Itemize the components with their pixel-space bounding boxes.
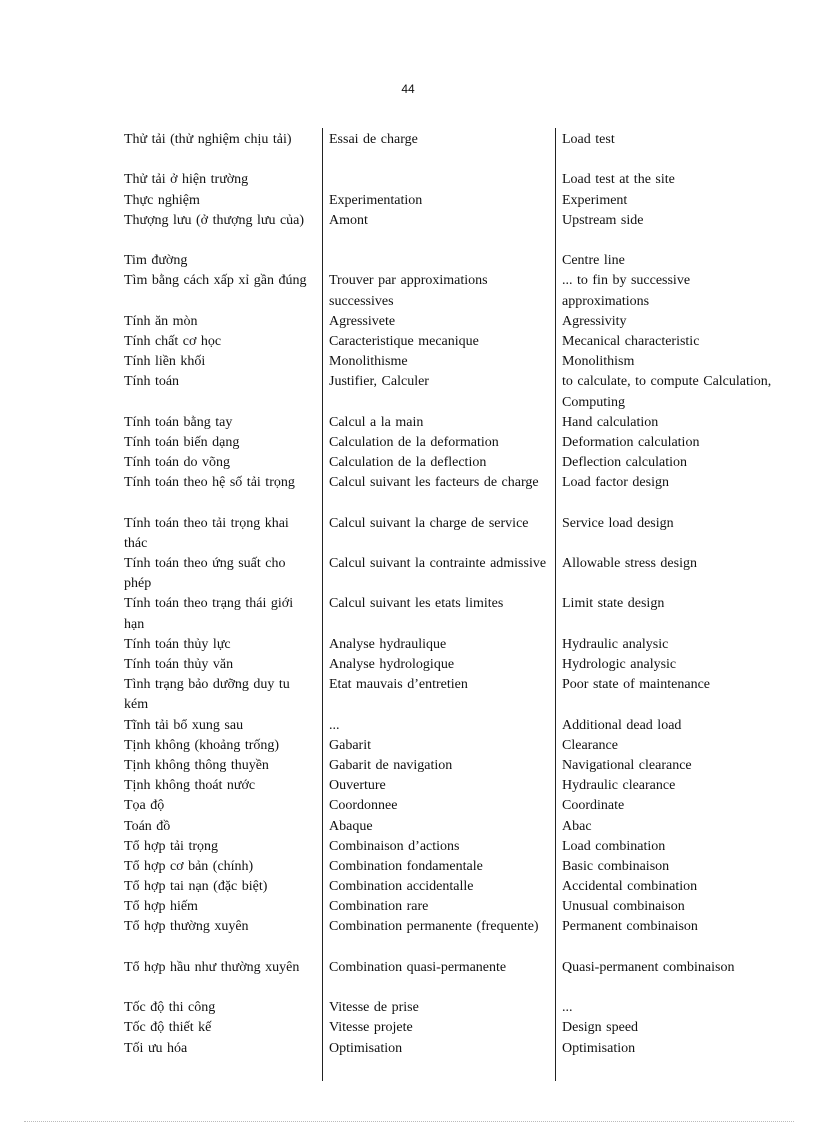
table-row (0, 170, 816, 190)
term-french: Ouverture (329, 778, 386, 794)
term-french: Calcul a la main (329, 414, 424, 430)
term-english: Allowable stress design (562, 556, 697, 572)
term-french: Gabarit (329, 737, 371, 753)
term-english: ... to fin by successive approximations (562, 273, 691, 309)
table-row (0, 655, 816, 675)
term-english: Monolithism (562, 354, 635, 370)
term-vietnamese: Tình trạng bảo dưỡng duy tu kém (124, 677, 290, 713)
term-english: Load factor design (562, 475, 669, 491)
term-english: to calculate, to compute Calculation, Computing (562, 374, 772, 410)
term-vietnamese: Thử tải ở hiện trường (124, 172, 249, 188)
term-french: ... (329, 717, 340, 733)
term-vietnamese: Thượng lưu (ở thượng lưu của) (124, 212, 305, 228)
term-vietnamese: Tim đường (124, 253, 188, 269)
term-french: Combinaison d’actions (329, 838, 460, 854)
term-french: Agressivete (329, 313, 396, 329)
glossary-table (0, 130, 816, 1059)
table-row (0, 716, 816, 736)
term-french: Calcul suivant la contrainte admissive (329, 556, 547, 572)
term-vietnamese: Thực nghiệm (124, 192, 200, 208)
table-row (0, 271, 816, 311)
term-vietnamese: Tính toán thủy lực (124, 636, 231, 652)
table-row (0, 251, 816, 271)
term-french: Monolithisme (329, 354, 408, 370)
table-row (0, 958, 816, 998)
term-vietnamese: Tính chất cơ học (124, 333, 222, 349)
term-english: Upstream side (562, 212, 644, 228)
term-french: Etat mauvais d’entretien (329, 677, 468, 693)
term-french: Combination accidentalle (329, 879, 474, 895)
table-row (0, 1018, 816, 1038)
table-row (0, 796, 816, 816)
term-english: Limit state design (562, 596, 665, 612)
table-row (0, 635, 816, 655)
term-french: Calculation de la deformation (329, 434, 499, 450)
term-english: Load test (562, 132, 615, 147)
term-english: Load test at the site (562, 172, 675, 188)
table-row (0, 1039, 816, 1059)
term-english: Abac (562, 818, 592, 834)
term-french: Analyse hydraulique (329, 636, 447, 652)
term-english: Service load design (562, 515, 674, 531)
term-english: Hand calculation (562, 414, 659, 430)
term-vietnamese: Toán đồ (124, 818, 171, 834)
term-english: Accidental combination (562, 879, 698, 895)
term-vietnamese: Tính toán theo trạng thái giới hạn (124, 596, 294, 632)
term-vietnamese: Tổ hợp tải trọng (124, 838, 218, 854)
table-row (0, 372, 816, 412)
term-vietnamese: Tìm bằng cách xấp xỉ gần đúng (124, 273, 307, 289)
table-row (0, 917, 816, 957)
table-row (0, 433, 816, 453)
term-english: Unusual combinaison (562, 899, 685, 915)
term-french: Calculation de la deflection (329, 455, 487, 471)
term-vietnamese: Tốc độ thi công (124, 1000, 216, 1016)
term-english: Hydraulic clearance (562, 778, 676, 794)
table-row (0, 453, 816, 473)
term-french: Trouver par approximations successives (329, 273, 488, 309)
term-english: Hydrologic analysic (562, 657, 677, 672)
term-english: Clearance (562, 737, 618, 753)
term-vietnamese: Tổ hợp thường xuyên (124, 919, 249, 935)
term-english: Agressivity (562, 313, 627, 329)
term-french: Analyse hydrologique (329, 657, 455, 672)
term-vietnamese: Tính toán theo ứng suất cho phép (124, 556, 286, 592)
table-row (0, 736, 816, 756)
term-english: Optimisation (562, 1040, 636, 1056)
table-row (0, 675, 816, 715)
term-vietnamese: Tổ hợp cơ bản (chính) (124, 858, 254, 874)
table-row (0, 877, 816, 897)
table-row (0, 413, 816, 433)
table-row (0, 776, 816, 796)
term-english: Design speed (562, 1020, 639, 1036)
term-french: Calcul suivant les facteurs de charge (329, 475, 539, 491)
term-english: Basic combinaison (562, 858, 670, 874)
term-vietnamese: Thử tải (thử nghiệm chịu tải) (124, 132, 292, 147)
term-french: Combination quasi-permanente (329, 959, 507, 975)
term-english: Navigational clearance (562, 757, 692, 773)
term-english: Additional dead load (562, 717, 682, 733)
term-english: Deflection calculation (562, 455, 687, 471)
term-french: Gabarit de navigation (329, 757, 453, 773)
table-row (0, 332, 816, 352)
term-vietnamese: Tính ăn mòn (124, 313, 198, 329)
term-french: Combination permanente (frequente) (329, 919, 539, 935)
term-french: Abaque (329, 818, 373, 834)
term-vietnamese: Tổ hợp hầu như thường xuyên (124, 959, 300, 975)
table-row (0, 594, 816, 634)
term-english: Quasi-permanent combinaison (562, 959, 735, 975)
term-vietnamese: Tính toán do võng (124, 455, 231, 471)
page-number: 44 (401, 82, 415, 96)
page-bottom-edge (24, 1121, 794, 1122)
term-vietnamese: Tổ hợp hiếm (124, 899, 198, 915)
table-row (0, 756, 816, 776)
term-vietnamese: Tính toán thủy văn (124, 657, 234, 672)
term-vietnamese: Tính liền khối (124, 354, 206, 370)
term-vietnamese: Tịnh không thoát nước (124, 778, 256, 794)
term-english: Centre line (562, 253, 625, 269)
term-french: Coordonnee (329, 798, 398, 814)
table-row (0, 130, 816, 170)
term-english: Deformation calculation (562, 434, 700, 450)
term-french: Combination fondamentale (329, 858, 483, 874)
table-row (0, 857, 816, 877)
term-english: Mecanical characteristic (562, 333, 700, 349)
term-vietnamese: Tốc độ thiết kế (124, 1020, 212, 1036)
table-row (0, 554, 816, 594)
term-french: Amont (329, 212, 368, 228)
term-french: Calcul suivant la charge de service (329, 515, 529, 531)
term-french: Justifier, Calculer (329, 374, 429, 390)
table-row (0, 312, 816, 332)
term-french: Optimisation (329, 1040, 403, 1056)
term-french: Experimentation (329, 192, 423, 208)
term-vietnamese: Tịnh không thông thuyền (124, 757, 269, 773)
term-english: Coordinate (562, 798, 625, 814)
term-english: Load combination (562, 838, 666, 854)
term-vietnamese: Tính toán theo tải trọng khai thác (124, 515, 289, 551)
table-row (0, 514, 816, 554)
term-french: Vitesse projete (329, 1020, 413, 1036)
term-vietnamese: Tính toán theo hệ số tải trọng (124, 475, 295, 491)
term-vietnamese: Tính toán (124, 374, 180, 390)
table-row (0, 191, 816, 211)
term-vietnamese: Tính toán biến dạng (124, 434, 240, 450)
term-vietnamese: Tĩnh tải bổ xung sau (124, 717, 244, 733)
term-english: ... (562, 1000, 573, 1016)
term-vietnamese: Tọa độ (124, 798, 165, 814)
table-row (0, 837, 816, 857)
term-french: Caracteristique mecanique (329, 333, 479, 349)
table-row (0, 473, 816, 513)
term-vietnamese: Tối ưu hóa (124, 1040, 188, 1056)
term-english: Poor state of maintenance (562, 677, 711, 693)
term-english: Experiment (562, 192, 628, 208)
term-english: Hydraulic analysic (562, 636, 669, 652)
term-english: Permanent combinaison (562, 919, 698, 935)
table-row (0, 211, 816, 251)
term-french: Vitesse de prise (329, 1000, 419, 1016)
term-french: Essai de charge (329, 132, 418, 147)
term-french: Combination rare (329, 899, 429, 915)
table-row (0, 817, 816, 837)
term-french: Calcul suivant les etats limites (329, 596, 504, 612)
table-row (0, 352, 816, 372)
table-row (0, 998, 816, 1018)
table-row (0, 897, 816, 917)
term-vietnamese: Tính toán bằng tay (124, 414, 233, 430)
term-vietnamese: Tịnh không (khoảng trống) (124, 737, 280, 753)
term-vietnamese: Tổ hợp tai nạn (đặc biệt) (124, 879, 268, 895)
